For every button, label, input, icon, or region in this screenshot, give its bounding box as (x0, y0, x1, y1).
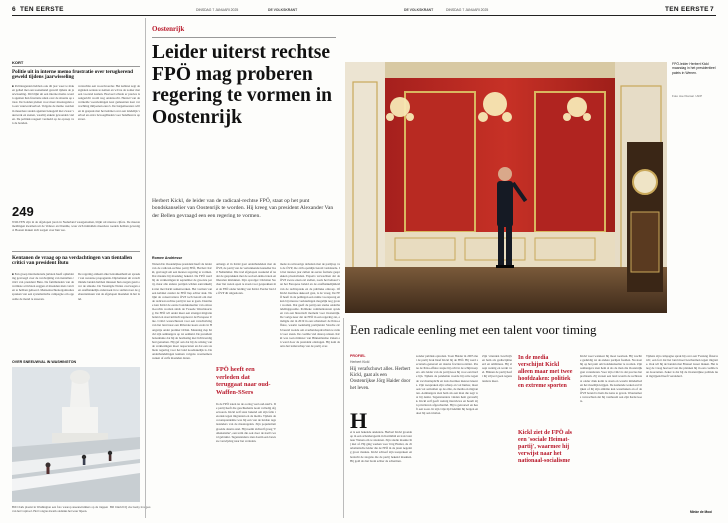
kort-item1-headline: Politie uit in interne memo frustratie over terugkerend geweld tijdens jaarwisseling (12, 69, 133, 81)
kort-stat-body: WOLVEN zijn in de afgelopen jaren in Nederland waargenomen, blijkt uit nieuwe cijfers. De meeste meldingen kwamen uit de Veluwe en Drenthe, waar zich inmiddels meerdere roedels hebben gevestigd. Boeren maken zich zorgen over hun vee. (12, 220, 140, 233)
section-label-right: TEN EERSTE (665, 6, 709, 13)
main-quote: FPÖ heeft een verleden dat teruggaat naar oud-Waffen-SSers (216, 366, 271, 396)
page-number-left: 6 (12, 6, 16, 13)
main-body-col2b: In de FPÖ zaten na de oorlog veel oud-nazi's. De partij heeft die geschiedenis nooit volledig afgezworen. Kickl zelf staat bekend om zijn felle retoriek tegen migranten en de media. Tijdens de coronapandemie was hij een van de luidste tegenstanders van de maatregelen. Zijn populariteit groeide daarna snel. Hij noemt zichzelf graag 'Volkskanzler', een term die ook door de nazi's werd gebruikt. Tegenstanders zien daarin een bewuste verwijzing naar het verleden. (216, 402, 276, 443)
paper-label-left: DE VOLKSKRANT (268, 8, 298, 12)
main-body-col2: onlangs al in Kickl gaat onderhandelen met de ÖVP, de partij van de vertrekkende kanselier Karl Nehammer. Die trad afgelopen weekend af nadat de gesprekken met de sociaal-democraten en liberalen mislukten. Zijn opvolger Christian Stocker liet weten open te staan voor gesprekken met de FPÖ onder leiding van Kickl. Eerder had de ÖVP dit uitgesloten. (216, 262, 276, 295)
main-lead: Herbert Kickl, de leider van de radicaal-rechtse FPÖ, staat op het punt bondskanselier van Oostenrijk te worden. Hij kreeg van president Alexander Van der Bellen gevraagd een een regering te vormen. (152, 198, 334, 219)
second-quote-2: Kickl ziet de FPÖ als een 'sociale Heimat-partij', waarmee hij verwijst naar het nationaal-socialisme (518, 430, 572, 464)
main-headline: Leider uiterst rechtse FPÖ mag proberen regering te vormen in Oostenrijk (152, 42, 332, 128)
kort-label: KORT (12, 60, 24, 65)
second-body-col2: zonder publiek optreden. Toen Haider in 2005 met de partij brak bleef Kickl bij de FPÖ. Hij werd secretaris-generaal en daarna fractievoorzitter. Pas na de Ibiza-affaire stapte hij echt in de schijnwerpers. Als leider van de partij koos hij voor een harde lijn. Tijdens de pandemie voerde hij actie tegen de vaccinatieplicht en trok daarmee nieuwe kiezers. Zijn toespraken zijn scherp en vol humor, maar ook vol aanvallen op de elite, de media en migranten. Aanhangers zien hem als een man die zegt wat hij denkt. Tegenstanders vinden hem gevaarlijk. Kickl zelf geeft weinig interviews en houdt zijn privéleven afgeschermd. Hij is getrouwd en heeft een zoon. In zijn vrije tijd beklimt hij bergen en doet hij aan triatlon. (416, 354, 478, 416)
kort-stat-value: 249 (12, 204, 34, 219)
kort-item1-body-col1: ■ Politieagenten hebben ook dit jaar weer te maken gehad met een toenemend geweld tijdens de jaarwisseling. Dit blijkt uit een interne memo waarin agenten hun frustratie uiten over de situatie op straat. De bonden pleiten voor meer maatregelen en een vuurwerkverbod. Volgens de memo werden in meerdere steden agenten bekogeld met zwaar vuurwerk en stenen, waarbij enkele gewonden vielen. De politiek reageert verdeeld op de oproep van de bonden. (12, 84, 74, 125)
main-photo-caption: FPÖ-leider Herbert Kickl maandag in het presidentieel paleis in Wenen. (672, 62, 716, 75)
second-body-col5: Tijdens zijn campagne sprak hij over een 'Festung Österreich', een fort dat het land moet beschermen tegen migratie. Ook wil hij de banden met Brussel losser maken. Het is nog de vraag hoeveel van die plannen hij in een coalitie kan doorzetten. Zeker is dat hij de Oostenrijkse politiek nu al ingrijpend heeft veranderd. (646, 354, 718, 379)
kort-item2-body-col2: De regering ontkent elke betrokkenheid en spreekt van westerse propaganda. Diplomaten uit verschillende landen hebben intussen hun zorgen geuit over de situatie. De Verenigde Naties overwegen een onafhankelijk onderzoek in te stellen naar de gebeurtenissen van de afgelopen maanden in het land. (78, 272, 140, 301)
second-quote-1: In de media verschijnt Kickl alleen maar met twee hoofdzaken: politiek en extreme sporten (518, 355, 573, 389)
second-dropcap: H (350, 408, 368, 433)
paper-label-right: DE VOLKSKRANT (404, 8, 434, 12)
main-section-label: Oostenrijk (152, 25, 185, 33)
kort-photo-caption-body: Bill Clark plaatst in Washington een foto waarop sneeuwruimers op de trappen van het Capitool. Het Congres kwam ondanks het weer bijeen. (12, 505, 108, 514)
kort-item2-headline: Kentanen de vraag op na verdachtingen van tientallen critici van president Butu (12, 255, 133, 267)
main-section-rule (152, 37, 336, 38)
kort-item2-body-col1: ■ Een groep internationale juristen heeft opheldering gevraagd over de verdwijning van tientallen critici van president Butu. De familieleden van de vermiste activisten zeggen al maanden niets van hen te hebben gehoord. Mensenrechtenorganisaties spreken van een systematische campagne om oppositie de mond te snoeren. (12, 272, 74, 301)
second-headline: Een radicale eenling met een talent voor timing (350, 322, 597, 337)
section-label-left: TEN EERSTE (20, 6, 64, 13)
main-byline: Romee Andriesse (152, 256, 183, 260)
main-photo (345, 62, 667, 313)
masthead-rule (12, 15, 716, 16)
main-photo-credit: Foto Joe Klamar / AFP (672, 94, 703, 98)
divider-kort (145, 18, 146, 518)
kort-photo-credit: Bill Clark/CQ via Getty Images (110, 505, 151, 509)
second-byline: Herbert Kickl (350, 360, 370, 364)
main-body-col3: mede na uitvoerige debatten met de partijtop van de ÖVP, die zich openlijk bereid verklaarde. In het nieuwe jaar zullen de eerste formele gesprekken plaatsvinden. Experts verwachten dat de ÖVP zware eisen zal stellen, zoals het behoud van het Europese beleid en de onafhankelijkheid van de rechtspraak en de publieke omroep. Of Kickl daarmee akkoord gaat, is de vraag. De FPÖ heeft in de peilingen een ruime voorsprong en kan bij nieuwe verkiezingen mogelijk nog groter worden. Dat geeft de partij een sterke onderhandelingspositie. Politieke commentatoren spreken van een historisch moment voor Oostenrijk. De vorige keer dat de FPÖ in een regering zat, eindigde dat in 2019 in een schandaal: de Ibiza-affaire, waarin toenmalig partijleider Strache zich bereid toonde om overheidsopdrachten te ruilen voor steun. De coalitie viel daarop uiteen. Kickl was toen minister van Binnenlandse Zaken en werd door de president ontslagen. Hij nam daarna het leiderschap van de partij over. (280, 262, 340, 348)
second-body-col4: Kickl weet wanneer hij moet toeslaan. Hij wachtte geduldig tot de andere partijen faalden. Nu staat hij op het punt om bondskanselier te worden. Zijn aanhangers zien hem al als de man die Oostenrijk gaat veranderen. Voor zijn critici is dat precies het probleem. Zij vrezen een land waarin de rechtsstaat onder druk komt te staan en waarin minderheden het moeilijk krijgen. De komende weken zal blijken of hij zijn ambitie kan waarmaken en of de ÖVP bereid is hem die kans te geven. Waarnemers verwachten dat hij vasthoudt aan zijn harde koers. (580, 354, 642, 404)
second-author: Minke de Mooi (690, 510, 712, 514)
second-intro: Hij verafschuwt alles. Herbert Kickl, gaat als een Oostenrijkse Jörg Haider door het leven. (350, 367, 411, 391)
divider-main (343, 318, 344, 518)
date-line-right: DINSDAG 7 JANUARI 2025 (446, 8, 489, 12)
main-body-col1: Wenen De Oostenrijkse president heeft de leider van de radicaal-rechtse partij FPÖ, Herbert Kickl, gevraagd om een nieuwe regering te vormen. Dat maakte hij maandag bekend. De FPÖ werd bij de verkiezingen in september de grootste partij, maar alle andere partijen wilden aanvankelijk niet met Kickl samenwerken. Het vormen van een kabinet zonder de FPÖ liep echter stuk. Nu lijkt de conservatieve ÖVP toch bereid om met de radicaal-rechtse partij in zee te gaan. Daarmee kan Kickl de eerste bondskanselier van extreem-rechts worden sinds de Tweede Wereldoorlog. De FPÖ wil onder meer een strenger migratiebeleid en staat kritisch tegenover de Europese Unie. Critici waarschuwen voor een verschuiving van het land naar een illiberale koers zoals in Hongarije onder premier Orbán. Maandag riep Kickl zijn aanhangers op tot eenheid. De president benadrukte dat hij de beslissing niet lichtvaardig had genomen. Hij gaf aan dat hij de uitslag van de verkiezingen moet respecteren en dat een stabiele regering voor het land noodzakelijk is. De onderhandelingen kunnen volgens waarnemers weken of zelfs maanden duren. (152, 262, 212, 361)
date-line-left: DINSDAG 7 JANUARI 2025 (196, 8, 239, 12)
second-kicker: PROFIEL (350, 354, 366, 358)
second-body-col3: Zijn vrienden beschrijven hem als gedisciplineerd en ambitieus. Hij slaapt weinig en werkt veel. Binnen de partij heeft hij vrijwel geen tegenstanders meer. (482, 354, 512, 383)
second-body-col1: et is een bekende anekdote. Herbert Kickl groeide op in een arbeidersgezin in Karinthië en trok later naar Wenen om te studeren. Zijn studie maakte hij niet af. Hij ging werken voor Jörg Haider, de charismatische leider die de FPÖ in de jaren negentig groot maakte. Kickl schreef zijn toespraken en bedacht de slogans die de partij bekend maakten. Hij gold als het brein achter de schermen. (350, 430, 412, 463)
kort-photo-caption-head: OVER SNEEUWVAL IN WASHINGTON (12, 360, 77, 364)
snow-photo (12, 367, 140, 502)
page-number-right: 7 (710, 6, 714, 13)
kort-item1-body-col2: verzuchtte een woordvoerder. Het kabinet zegt de signalen serieus te nemen en wil na de zomer met een voorstel komen. Hoeveel schade er precies is aangericht wordt nog onderzocht. Herstel van de vernielde voorzieningen kost gemeenten naar verwachting miljoenen euro's. De burgemeesters willen in gesprek met het kabinet over een landelijk verbod en extra bevoegdheden voor handhavers op straat. (78, 84, 140, 121)
